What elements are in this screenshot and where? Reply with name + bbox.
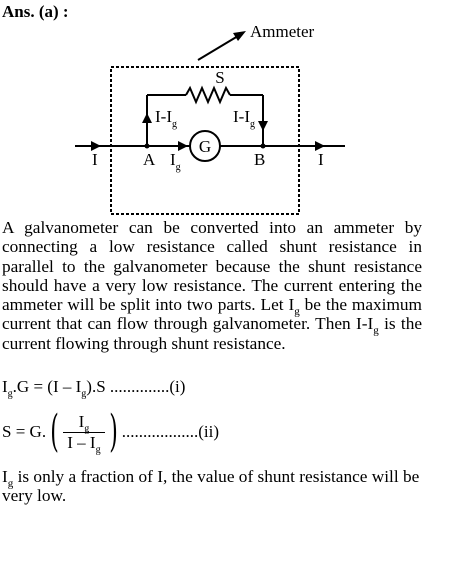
junction-b: [261, 144, 266, 149]
shunt-label: S: [215, 68, 225, 87]
shunt-left-arrow: [142, 113, 152, 123]
junction-a: [145, 144, 150, 149]
shunt-right-arrow: [258, 121, 268, 131]
left-paren: (: [50, 406, 59, 457]
left-branch-current-label: $I-I_g$: [155, 107, 177, 130]
galvanometer-label: G: [198, 137, 212, 156]
input-current-label: I: [92, 150, 98, 169]
ammeter-pointer-arrowhead: [233, 31, 246, 41]
explanation-paragraph: A galvanometer can be converted into an ammeter by connecting a low resistance called shunt resistance in parallel to the galvanometer because the shunt resistance should have a very low resistance. The current entering the ammeter will be split into two parts. Let $I_g$ be the maximum current that can flow through galvanometer. Then $I-I_g$ is the current flowing through shunt resistance.: [2, 218, 423, 353]
node-b-label: B: [254, 150, 266, 169]
right-branch-current-label: $I-I_g$: [233, 107, 255, 130]
ammeter-label: Ammeter: [250, 22, 315, 41]
equation-2: S = G.( $\frac{I_g}{I - I_g}$ ) ..................(ii): [2, 406, 220, 457]
right-paren: ): [108, 406, 118, 457]
shunt-resistor: [186, 88, 230, 102]
node-a-label: A: [143, 150, 156, 169]
galvanometer-arrow: [178, 141, 188, 151]
ammeter-pointer-line: [198, 36, 238, 60]
conclusion-paragraph: $I_g$ is only a fraction of I, the value of shunt resistance will be very low.: [2, 467, 420, 506]
output-current-label: I: [318, 150, 324, 169]
answer-heading: Ans. (a) :: [2, 2, 69, 21]
galvanometer-current-label: $I_g$: [170, 150, 181, 173]
equation-1: $I_g.G = (I - I_g).S$ ..............(i): [2, 377, 186, 400]
shunt-fraction: $\frac{I_g}{I - I_g}$: [63, 412, 104, 453]
ammeter-circuit-diagram: [0, 0, 472, 220]
